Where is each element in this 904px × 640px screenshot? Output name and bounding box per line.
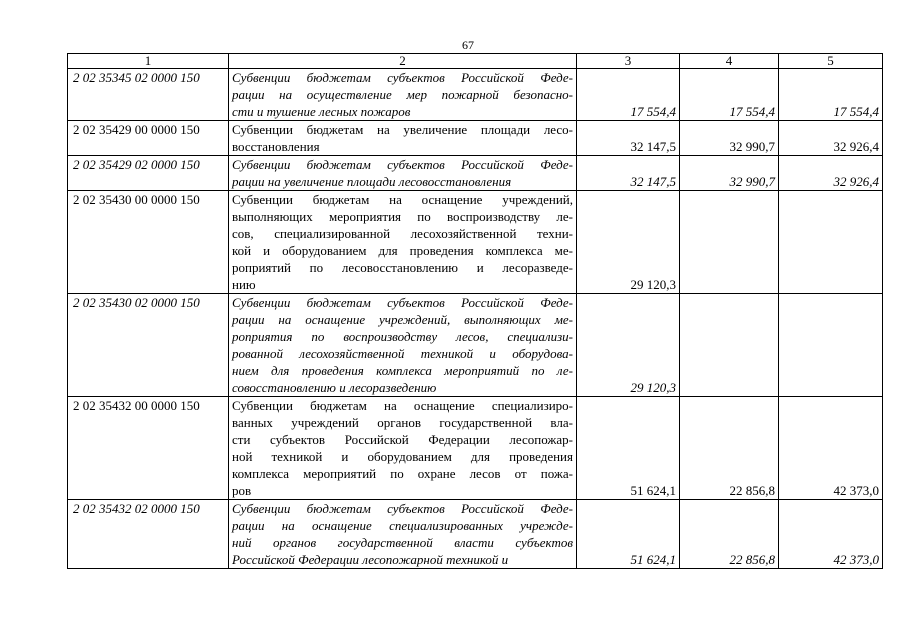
table-row: [68, 397, 883, 500]
amount-column-3-cell: 32 147,5: [577, 121, 680, 156]
amount-column-3-cell: 51 624,1: [577, 397, 680, 500]
column-number-3: 3: [577, 54, 680, 69]
revenue-name-cell: [229, 500, 577, 569]
amount-column-3-cell: 17 554,4: [577, 69, 680, 121]
revenue-name-cell: [229, 397, 577, 500]
budget-code-cell: 2 02 35432 00 0000 150: [68, 397, 229, 500]
revenue-name-line: рации на оснащение учреждений, выполняющих ме-: [232, 312, 573, 327]
revenue-name-line: Субвенции бюджетам субъектов Российской Феде-: [232, 157, 573, 172]
budget-code-cell: 2 02 35345 02 0000 150: [68, 69, 229, 121]
amount-column-4-cell: [680, 294, 779, 397]
revenue-name-cell: [229, 69, 577, 121]
revenue-name-line: ров: [232, 483, 252, 498]
revenue-name-line: сти субъектов Российской Федерации лесопожар-: [232, 432, 573, 447]
revenue-name-line: выполняющих мероприятия по воспроизводству ле-: [232, 209, 573, 224]
column-number-5: 5: [779, 54, 883, 69]
budget-code-cell: 2 02 35430 02 0000 150: [68, 294, 229, 397]
amount-column-4-cell: 17 554,4: [680, 69, 779, 121]
amount-column-3-cell: 29 120,3: [577, 191, 680, 294]
revenue-name-line: рованной лесохозяйственной техникой и оборудова-: [232, 346, 573, 361]
revenue-name-line: рации на осуществление мер пожарной безопасно-: [232, 87, 573, 102]
revenue-name-line: Субвенции бюджетам субъектов Российской Феде-: [232, 70, 573, 85]
amount-column-5-cell: 17 554,4: [779, 69, 883, 121]
revenue-name-line: Российской Федерации лесопожарной техникой и: [232, 552, 509, 567]
column-number-4: 4: [680, 54, 779, 69]
amount-column-4-cell: 22 856,8: [680, 397, 779, 500]
amount-column-5-cell: [779, 294, 883, 397]
amount-column-4-cell: 32 990,7: [680, 121, 779, 156]
table-row: [68, 294, 883, 397]
column-number-2: 2: [229, 54, 577, 69]
amount-column-3-cell: 32 147,5: [577, 156, 680, 191]
revenue-name-line: сти и тушение лесных пожаров: [232, 104, 411, 119]
amount-column-5-cell: 42 373,0: [779, 500, 883, 569]
table-row: [68, 121, 883, 156]
revenue-name-line: восстановления: [232, 139, 320, 154]
budget-code-cell: 2 02 35429 02 0000 150: [68, 156, 229, 191]
revenue-name-line: нию: [232, 277, 256, 292]
amount-column-4-cell: [680, 191, 779, 294]
amount-column-5-cell: [779, 191, 883, 294]
revenue-name-cell: [229, 156, 577, 191]
revenue-name-cell: [229, 191, 577, 294]
revenue-name-line: кой и оборудованием для проведения комплекса ме-: [232, 243, 573, 258]
revenue-name-line: Субвенции бюджетам субъектов Российской Феде-: [232, 295, 573, 310]
budget-code-cell: 2 02 35432 02 0000 150: [68, 500, 229, 569]
revenue-name-line: ной техникой и оборудованием для проведения: [232, 449, 573, 464]
revenue-name-line: роприятия по воспроизводству лесов, специализи-: [232, 329, 573, 344]
column-number-row: [68, 54, 883, 69]
revenue-name-line: роприятий по лесовосстановлению и лесоразведе-: [232, 260, 573, 275]
revenue-name-cell: [229, 294, 577, 397]
table-row: [68, 69, 883, 121]
revenue-name-line: Субвенции бюджетам на оснащение учреждений,: [232, 192, 573, 207]
table-row: [68, 156, 883, 191]
amount-column-3-cell: 29 120,3: [577, 294, 680, 397]
revenue-name-line: совосстановлению и лесоразведению: [232, 380, 437, 395]
amount-column-5-cell: 32 926,4: [779, 121, 883, 156]
column-number-1: 1: [68, 54, 229, 69]
revenue-name-line: Субвенции бюджетам субъектов Российской Феде-: [232, 501, 573, 516]
revenue-name-line: комплекса мероприятий по охране лесов от пожа-: [232, 466, 573, 481]
revenue-name-line: сов, специализированной лесохозяйственной техни-: [232, 226, 573, 241]
budget-code-cell: 2 02 35429 00 0000 150: [68, 121, 229, 156]
revenue-name-cell: [229, 121, 577, 156]
revenue-name-line: Субвенции бюджетам на увеличение площади лесо-: [232, 122, 573, 137]
revenue-name-line: Субвенции бюджетам на оснащение специализиро-: [232, 398, 573, 413]
revenue-name-line: ний органов государственной власти субъектов: [232, 535, 573, 550]
amount-column-5-cell: 32 926,4: [779, 156, 883, 191]
amount-column-4-cell: 32 990,7: [680, 156, 779, 191]
amount-column-3-cell: 51 624,1: [577, 500, 680, 569]
revenue-name-line: ванных учреждений органов государственной вла-: [232, 415, 573, 430]
budget-table: [67, 53, 883, 569]
page-number: 67: [462, 38, 474, 52]
revenue-name-line: рации на оснащение специализированных учрежде-: [232, 518, 573, 533]
budget-code-cell: 2 02 35430 00 0000 150: [68, 191, 229, 294]
revenue-name-line: рации на увеличение площади лесовосстановления: [232, 174, 512, 189]
amount-column-4-cell: 22 856,8: [680, 500, 779, 569]
table-row: [68, 500, 883, 569]
revenue-name-line: нием для проведения комплекса мероприятий по ле-: [232, 363, 573, 378]
table-row: [68, 191, 883, 294]
amount-column-5-cell: 42 373,0: [779, 397, 883, 500]
